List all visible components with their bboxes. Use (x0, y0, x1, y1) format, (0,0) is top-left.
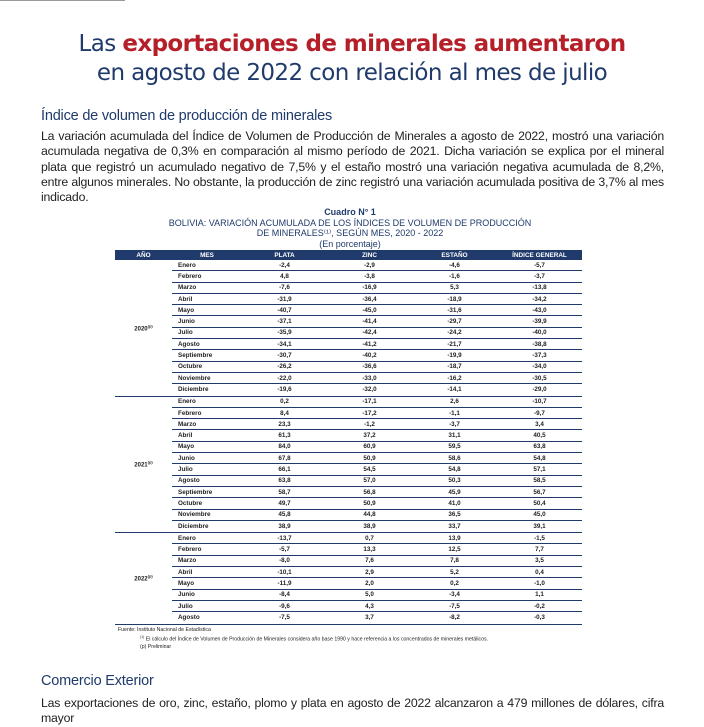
cell-indice-general: -0,3 (534, 614, 545, 622)
footnote-1-text: El cálculo del Índice de Volumen de Producción de Minerales considera año base 1990 y hace referencia a los concentrados de minerales metálicos. (145, 636, 489, 643)
cell-month: Noviembre (178, 511, 211, 519)
cell-zinc: 4,3 (365, 602, 374, 610)
table-row (172, 442, 582, 453)
title-prefix: Las (78, 31, 123, 57)
table-row (172, 316, 582, 327)
cell-estano: 36,5 (448, 511, 461, 519)
cell-zinc: -3,8 (364, 272, 375, 280)
cell-zinc: -2,9 (364, 261, 375, 269)
cell-zinc: 3,7 (365, 614, 374, 622)
cell-estano: -1,6 (449, 272, 460, 280)
cell-plata: 84,0 (278, 443, 291, 451)
cell-estano: 0,2 (450, 579, 459, 587)
cell-zinc: -32,0 (362, 386, 377, 394)
cell-month: Abril (178, 295, 193, 303)
cell-plata: 49,7 (278, 499, 291, 507)
cell-month: Diciembre (178, 522, 209, 530)
table-row (172, 430, 582, 441)
year-group-2022 (115, 533, 582, 624)
table-row (172, 590, 582, 601)
cell-month: Octubre (178, 499, 203, 507)
cell-estano: -3,7 (449, 420, 460, 428)
cell-zinc: 2,0 (365, 579, 374, 587)
cell-plata: -34,1 (277, 340, 292, 348)
cell-estano: 5,2 (450, 568, 459, 576)
cell-zinc: -17,1 (362, 398, 377, 406)
header-year: AÑO (136, 251, 151, 259)
table-row (172, 328, 582, 339)
table-row (172, 305, 582, 316)
footnote-source: Fuente: Instituto Nacional de Estadística (118, 627, 211, 633)
cell-plata: -2,4 (279, 261, 290, 269)
cell-plata: -10,1 (277, 568, 292, 576)
cell-month: Julio (178, 602, 193, 610)
cell-zinc: -45,0 (362, 306, 377, 314)
cell-estano: 58,6 (448, 454, 461, 462)
table-row (172, 397, 582, 408)
footnote-2: (p) Preliminar (140, 643, 172, 650)
table-row (172, 556, 582, 567)
table-title-line2: DE MINERALES⁽¹⁾, SEGÚN MES, 2020 - 2022 (256, 228, 444, 238)
cell-indice-general: -34,0 (532, 363, 547, 371)
cell-plata: 63,8 (278, 477, 291, 485)
cell-month: Enero (178, 398, 196, 406)
table-row (172, 408, 582, 419)
title-line2: en agosto de 2022 con relación al mes de julio (96, 60, 608, 86)
top-rule (0, 0, 125, 1)
year-group-2020 (115, 260, 582, 397)
cell-indice-general: -9,7 (534, 409, 545, 417)
cell-estano: 5,3 (450, 284, 459, 292)
cell-plata: 58,7 (278, 488, 291, 496)
cell-zinc: -36,4 (362, 295, 377, 303)
cell-estano: 45,9 (448, 488, 461, 496)
cell-zinc: -41,4 (362, 318, 377, 326)
cell-indice-general: 39,1 (533, 522, 546, 530)
table-footnotes (118, 627, 488, 651)
cell-estano: 31,1 (448, 432, 461, 440)
table-row (172, 487, 582, 498)
cell-indice-general: -10,7 (532, 398, 547, 406)
cell-estano: -29,7 (447, 318, 462, 326)
cell-plata: -13,7 (277, 534, 292, 542)
cell-zinc: 38,9 (363, 522, 376, 530)
section-paragraph-production: La variación acumulada del Índice de Volumen de Producción de Minerales a agosto de 2022, mostró una variación acumulada negativa de 0,3% en comparación al mismo período de 2021. Dicha variación se explica por el mineral plata que registró un acumulado negativo de 7,5% y el estaño mostró una variación negativa acumulada de 8,2%, entre algunos minerales. No obstante, la producción de zinc registró una variación acumulada positiva de 3,7% al mes indicado. (41, 129, 664, 205)
cell-month: Mayo (178, 443, 195, 451)
cell-plata: -30,7 (277, 352, 292, 360)
year-value: 2022 (134, 576, 148, 583)
cell-zinc: 37,2 (363, 432, 376, 440)
cell-plata: 8,4 (280, 409, 289, 417)
cell-estano: 59,5 (448, 443, 461, 451)
cell-indice-general: 7,7 (535, 546, 544, 554)
cell-zinc: -41,2 (362, 340, 377, 348)
cell-month: Junio (178, 318, 195, 326)
cell-month: Julio (178, 329, 193, 337)
preliminary-flag: (p) (147, 323, 153, 329)
cell-estano: 7,8 (450, 557, 459, 565)
cell-indice-general: -3,7 (534, 272, 545, 280)
cell-estano: 33,7 (448, 522, 461, 530)
table-header (115, 250, 582, 260)
cell-estano: 12,5 (448, 546, 461, 554)
cell-plata: 67,8 (278, 454, 291, 462)
cell-plata: -8,4 (279, 591, 290, 599)
header-month: MES (200, 251, 214, 259)
table-body (115, 260, 582, 625)
cell-zinc: 54,5 (363, 465, 376, 473)
cell-indice-general: -0,2 (534, 602, 545, 610)
section-heading-production: Índice de volumen de producción de minerales (41, 108, 333, 124)
cell-indice-general: 3,4 (535, 420, 544, 428)
cell-month: Octubre (178, 363, 203, 371)
table-row (172, 373, 582, 384)
cell-zinc: 56,8 (363, 488, 376, 496)
cell-estano: 2,6 (450, 398, 459, 406)
cell-plata: 4,8 (280, 272, 289, 280)
table-row (172, 544, 582, 555)
table-label: Cuadro N° 1 (324, 207, 376, 217)
table-row (172, 453, 582, 464)
cell-month: Agosto (178, 340, 200, 348)
table-row (172, 384, 582, 395)
cell-zinc: 5,0 (365, 591, 374, 599)
cell-indice-general: 45,0 (533, 511, 546, 519)
cell-month: Marzo (178, 420, 197, 428)
cell-plata: -5,7 (279, 546, 290, 554)
cell-indice-general: 58,5 (533, 477, 546, 485)
cell-zinc: 13,3 (363, 546, 376, 554)
cell-indice-general: 0,4 (535, 568, 544, 576)
year-value: 2020 (134, 326, 148, 333)
cell-month: Junio (178, 454, 195, 462)
cell-estano: -19,9 (447, 352, 462, 360)
cell-zinc: -40,2 (362, 352, 377, 360)
cell-plata: -40,7 (277, 306, 292, 314)
table-title-line1: BOLIVIA: VARIACIÓN ACUMULADA DE LOS ÍNDICES DE VOLUMEN DE PRODUCCIÓN (168, 217, 532, 228)
cell-plata: 61,3 (278, 432, 291, 440)
table-row (172, 350, 582, 361)
cell-plata: -7,5 (279, 614, 290, 622)
cell-estano: -3,4 (449, 591, 460, 599)
cell-zinc: -33,0 (362, 374, 377, 382)
table-row (172, 533, 582, 544)
table-row (172, 283, 582, 294)
section-heading-trade: Comercio Exterior (41, 673, 154, 689)
title-highlight: exportaciones de minerales aumentaron (122, 31, 626, 57)
cell-estano: 50,3 (448, 477, 461, 485)
table-row (172, 271, 582, 282)
cell-indice-general: 1,1 (535, 591, 544, 599)
cell-month: Noviembre (178, 374, 211, 382)
table-row (172, 601, 582, 612)
cell-plata: -31,9 (277, 295, 292, 303)
cell-estano: 41,0 (448, 499, 461, 507)
cell-plata: 23,3 (278, 420, 291, 428)
cell-month: Septiembre (178, 352, 213, 360)
cell-month: Enero (178, 261, 196, 269)
year-label (115, 323, 172, 332)
table-row (172, 464, 582, 475)
footnote-1-marker: (1) (140, 635, 145, 639)
table-row (172, 521, 582, 532)
cell-estano: -24,2 (447, 329, 462, 337)
cell-zinc: 60,9 (363, 443, 376, 451)
cell-zinc: -17,2 (362, 409, 377, 417)
cell-plata: -19,6 (277, 386, 292, 394)
table-row (172, 567, 582, 578)
cell-indice-general: -40,0 (532, 329, 547, 337)
page-title (0, 30, 704, 88)
cell-month: Febrero (178, 409, 202, 417)
cell-zinc: -1,2 (364, 420, 375, 428)
cell-month: Mayo (178, 306, 195, 314)
cell-indice-general: -13,8 (532, 284, 547, 292)
table-row (172, 498, 582, 509)
cell-plata: 66,1 (278, 465, 291, 473)
cell-plata: -7,6 (279, 284, 290, 292)
cell-zinc: 0,7 (365, 534, 374, 542)
cell-plata: -22,0 (277, 374, 292, 382)
cell-indice-general: -34,2 (532, 295, 547, 303)
cell-indice-general: -39,9 (532, 318, 547, 326)
preliminary-flag: (p) (147, 459, 153, 465)
cell-zinc: 57,0 (363, 477, 376, 485)
cell-indice-general: -1,5 (534, 534, 545, 542)
cell-indice-general: 50,4 (533, 499, 546, 507)
data-table (115, 250, 582, 625)
header-plata: PLATA (274, 251, 295, 259)
cell-indice-general: -43,0 (532, 306, 547, 314)
cell-month: Abril (178, 568, 193, 576)
cell-plata: -37,1 (277, 318, 292, 326)
table-row (172, 362, 582, 373)
cell-plata: -11,9 (277, 579, 292, 587)
cell-indice-general: 3,5 (535, 557, 544, 565)
cell-month: Enero (178, 534, 196, 542)
cell-estano: 54,8 (448, 465, 461, 473)
cell-plata: 38,9 (278, 522, 291, 530)
cell-zinc: 44,8 (363, 511, 376, 519)
cell-plata: 45,8 (278, 511, 291, 519)
cell-zinc: 50,9 (363, 499, 376, 507)
table-row (172, 510, 582, 521)
cell-month: Febrero (178, 546, 202, 554)
cell-estano: -8,2 (449, 614, 460, 622)
cell-month: Julio (178, 465, 193, 473)
cell-month: Diciembre (178, 386, 209, 394)
cell-plata: 0,2 (280, 398, 289, 406)
cell-indice-general: -37,3 (532, 352, 547, 360)
cell-plata: -26,2 (277, 363, 292, 371)
cell-estano: -18,7 (447, 363, 462, 371)
cell-estano: -21,7 (447, 340, 462, 348)
cell-indice-general: -38,8 (532, 340, 547, 348)
table-row (172, 419, 582, 430)
year-value: 2021 (134, 462, 148, 469)
cell-plata: -8,0 (279, 557, 290, 565)
cell-month: Junio (178, 591, 195, 599)
table-row (172, 339, 582, 350)
cell-month: Marzo (178, 284, 197, 292)
preliminary-flag: (p) (147, 573, 153, 579)
cell-estano: -18,9 (447, 295, 462, 303)
cell-estano: 13,9 (448, 534, 461, 542)
cell-month: Septiembre (178, 488, 213, 496)
cell-zinc: 7,6 (365, 557, 374, 565)
cell-zinc: 50,9 (363, 454, 376, 462)
cell-plata: -9,6 (279, 602, 290, 610)
cell-indice-general: -29,0 (532, 386, 547, 394)
cell-month: Mayo (178, 579, 195, 587)
table-row (172, 612, 582, 623)
cell-estano: -16,2 (447, 374, 462, 382)
cell-indice-general: 63,8 (533, 443, 546, 451)
cell-indice-general: 40,5 (533, 432, 546, 440)
cell-estano: -14,1 (447, 386, 462, 394)
cell-month: Agosto (178, 614, 200, 622)
year-group-2021 (115, 397, 582, 534)
cell-indice-general: -30,5 (532, 374, 547, 382)
cell-month: Febrero (178, 272, 202, 280)
header-zinc: ZINC (362, 251, 377, 259)
table-row (172, 260, 582, 271)
cell-indice-general: 54,8 (533, 454, 546, 462)
cell-plata: -35,9 (277, 329, 292, 337)
cell-zinc: -36,6 (362, 363, 377, 371)
cell-estano: -1,1 (449, 409, 460, 417)
year-label (115, 574, 172, 583)
table-row (172, 294, 582, 305)
cell-indice-general: 57,1 (533, 465, 546, 473)
cell-estano: -7,5 (449, 602, 460, 610)
year-label (115, 460, 172, 469)
table-unit: (En porcentaje) (319, 238, 381, 249)
cell-estano: -4,6 (449, 261, 460, 269)
section-paragraph-trade: Las exportaciones de oro, zinc, estaño, plomo y plata en agosto de 2022 alcanzaron a 479 millones de dólares, cifra mayor (41, 696, 664, 726)
cell-zinc: -16,9 (362, 284, 377, 292)
table-row (172, 476, 582, 487)
footnote-1 (118, 634, 488, 644)
cell-zinc: -42,4 (362, 329, 377, 337)
table-row (172, 578, 582, 589)
table-caption (110, 207, 590, 249)
cell-indice-general: -5,7 (534, 261, 545, 269)
cell-zinc: 2,9 (365, 568, 374, 576)
cell-month: Agosto (178, 477, 200, 485)
cell-month: Abril (178, 432, 193, 440)
header-estano: ESTAÑO (441, 251, 468, 259)
cell-indice-general: 56,7 (533, 488, 546, 496)
header-indice-general: ÍNDICE GENERAL (512, 251, 567, 259)
cell-indice-general: -1,0 (534, 579, 545, 587)
cell-month: Marzo (178, 557, 197, 565)
cell-estano: -31,6 (447, 306, 462, 314)
